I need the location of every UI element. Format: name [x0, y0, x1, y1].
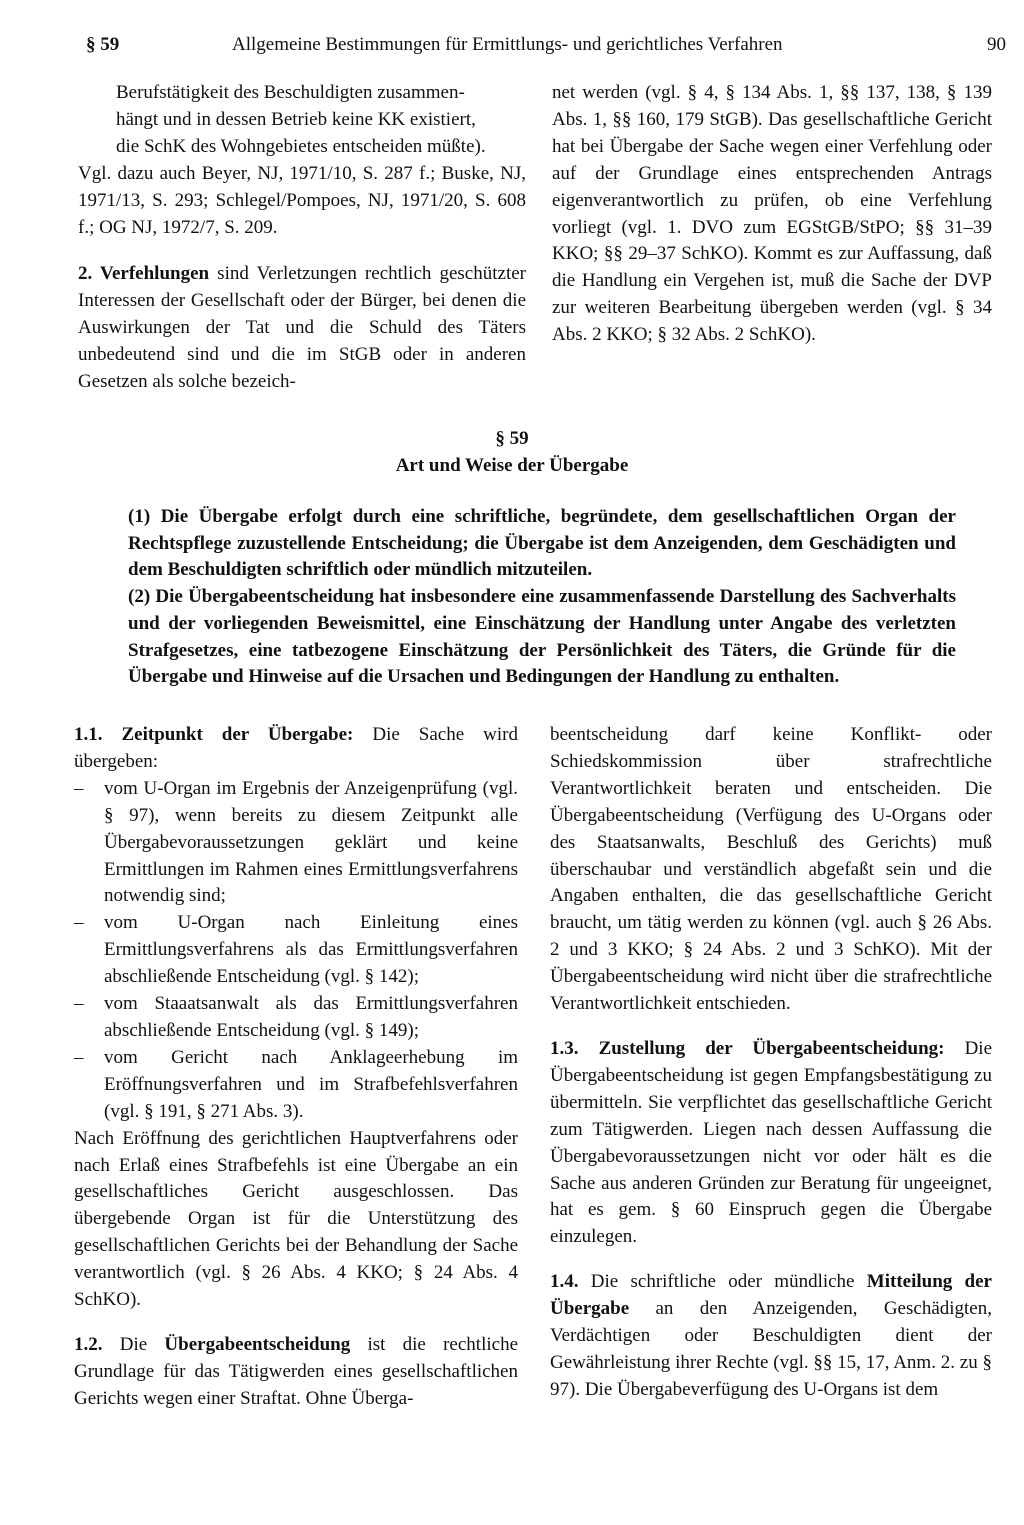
- list-item: [74, 910, 518, 991]
- norm-heading: Art und Weise der Übergabe: [395, 455, 629, 476]
- list-item: [74, 991, 518, 1045]
- page-number: 90: [987, 34, 1006, 55]
- norm-paragraph-2: (2) Die Übergabeentscheidung hat insbesondere eine zusammenfassende Darstellung des Sachverhalts und der vorliegenden Beweismittel, eine Einschätzung der Handlung unter Angabe des verletzten Strafgesetzes, eine tatbezogene Einschätzung der Persönlichkeit des Täters, die Gründe für die Übergabe und Hinweise auf die Ursachen und Bedingungen der Handlung zu enthalten.: [128, 586, 956, 688]
- commentary-paragraph-1-3: [550, 1036, 992, 1251]
- paragraph-text: Die: [102, 1333, 165, 1355]
- term-label: 1.1. Zeitpunkt der Übergabe:: [74, 724, 354, 745]
- term-label: 1.3. Zustellung der Übergabeentscheidung:: [550, 1037, 945, 1059]
- commentary-paragraph-2: [78, 261, 526, 396]
- commentary-paragraph: net werden (vgl. § 4, § 134 Abs. 1, §§ 137, 138, § 139 Abs. 1, §§ 160, 179 StGB). Das gesellschaftliche Gericht hat bei Übergabe der Sache wegen einer Verfehlung oder auf der Grundlage eines entsprechenden Antrags eigenverantwortlich zu prüfen, ob eine Verfehlung vorliegt (vgl. 1. DVO zum EGStGB/StPO; §§ 31–39 KKO; §§ 29–37 SchKO). Kommt es zur Auffassung, daß die Handlung ein Vergehen ist, muß die Sache der DVP zur weiteren Bearbeitung übergeben werden (vgl. § 34 Abs. 2 KKO; § 32 Abs. 2 SchKO).: [552, 82, 992, 346]
- list-item-text: vom U-Organ im Ergebnis der Anzeigenprüfung (vgl. § 97), wenn bereits zu diesem Zeitpunkt alle Übergabevoraussetzungen geklärt und keine Ermittlungen im Rahmen eines Ermittlungsverfahrens notwendig sind;: [104, 777, 518, 907]
- text-line: Berufstätigkeit des Beschuldigten zusammen-: [116, 82, 465, 103]
- list-item: [74, 776, 518, 911]
- paragraph-number: 1.4.: [550, 1271, 579, 1293]
- dash-marker: –: [74, 993, 84, 1015]
- norm-section-number: § 59: [495, 428, 529, 449]
- list-item: [74, 1045, 518, 1126]
- commentary-paragraph-1-2-cont: beentscheidung darf keine Konflikt- oder Schiedskommission über strafrechtliche Verantwortlichkeit beraten und entscheiden. Die Übergabeentscheidung (Verfügung des U-Organs oder des Staatsanwalts, Beschluß des Gerichts) muß überschaubar und verständlich abgefaßt sein und die Angaben enthalten, die das gesellschaftliche Gericht braucht, um tätig werden zu können (vgl. auch § 26 Abs. 2 und 3 KKO; § 24 Abs. 2 und 3 SchKO). Mit der Übergabeentscheidung wird nicht über die strafrechtliche Verantwortlichkeit entschieden.: [550, 724, 992, 1015]
- commentary-paragraph-1-2: [74, 1332, 518, 1413]
- paragraph-number: 1.2.: [74, 1333, 103, 1355]
- commentary-paragraph-1-4: [550, 1269, 992, 1404]
- dash-marker: –: [74, 1046, 84, 1068]
- top-right-column: [552, 80, 992, 349]
- bottom-right-column: [550, 722, 992, 1404]
- top-left-column: [78, 80, 526, 396]
- commentary-paragraph-1-1: [74, 722, 518, 776]
- dash-marker: –: [74, 777, 84, 799]
- list-item-text: vom Gericht nach Anklageerhebung im Eröffnungsverfahren und im Strafbefehlsverfahren (vgl. § 191, § 271 Abs. 3).: [104, 1046, 518, 1122]
- norm-paragraph-1: (1) Die Übergabe erfolgt durch eine schriftliche, begründete, dem gesellschaftlichen Organ der Rechtspflege zuzustellende Entscheidung; die Übergabe ist dem Anzeigenden, dem Geschädigten und dem Beschuldigten schriftlich oder mündlich mitzuteilen.: [128, 506, 956, 581]
- text-line: die SchK des Wohngebietes entscheiden müßte).: [116, 135, 486, 157]
- text-line: hängt und in dessen Betrieb keine KK existiert,: [116, 108, 476, 130]
- paragraph-text: an den Anzeigenden, Geschädigten, Verdächtigen oder Beschuldigten dient der Gewährleistung ihrer Rechte (vgl. §§ 15, 17, Anm. 2. zu § 97). Die Übergabeverfügung des U-Organs ist dem: [550, 1298, 992, 1400]
- term-label: Mitteilung der Übergabe: [550, 1271, 992, 1320]
- term-label: 2. Verfehlungen: [78, 263, 210, 285]
- bottom-left-column: [74, 722, 518, 1413]
- page-header: [86, 30, 1006, 60]
- paragraph-text: ist die rechtliche Grundlage für das Tätigwerden eines gesellschaftlichen Gerichts wegen einer Straftat. Ohne Überga-: [74, 1333, 519, 1409]
- norm-text: [128, 504, 956, 691]
- commentary-continuation: [78, 80, 526, 161]
- paragraph-text: Die Sache wird übergeben:: [74, 724, 518, 772]
- paragraph-text: Die Übergabeentscheidung ist gegen Empfangsbestätigung zu übermitteln. Sie verpflichtet das gesellschaftliche Gericht zum Tätigwerden. Liegen nach dessen Auffassung die Übergabevoraussetzungen nicht vor oder hält es die Sache aus anderen Gründen zur Beratung für ungeeignet, hat es gem. § 60 Einspruch gegen die Übergabe einzulegen.: [550, 1037, 992, 1248]
- term-label: Übergabeentscheidung: [164, 1333, 351, 1355]
- header-section: § 59: [86, 34, 120, 55]
- paragraph-text: Die schriftliche oder mündliche: [578, 1271, 867, 1293]
- list-item-text: vom Staaatsanwalt als das Ermittlungsverfahren abschließende Entscheidung (vgl. § 149);: [104, 993, 518, 1041]
- paragraph-text: Nach Eröffnung des gerichtlichen Hauptverfahrens oder nach Erlaß eines Strafbefehls ist eine Übergabe an ein gesellschaftliches Gericht ausgeschlossen. Das übergebende Organ ist für die Unterstützung des gesellschaftlichen Gerichts bei der Behandlung der Sache verantwortlich (vgl. § 26 Abs. 4 KKO; § 24 Abs. 4 SchKO).: [74, 1127, 518, 1311]
- list-item-text: vom U-Organ nach Einleitung eines Ermittlungsverfahrens als das Ermittlungsverfahren abschließende Entscheidung (vgl. § 142);: [104, 912, 518, 988]
- dash-marker: –: [74, 912, 84, 934]
- paragraph-text: sind Verletzungen rechtlich geschützter Interessen der Gesellschaft oder der Bürger, bei denen die Auswirkungen der Tat und die Schuld des Täters unbedeutend sind und die im StGB oder in anderen Gesetzen als solche bezeich-: [78, 263, 526, 393]
- header-title: Allgemeine Bestimmungen für Ermittlungs- und gerichtliches Verfahren: [232, 34, 783, 55]
- reference-paragraph: Vgl. dazu auch Beyer, NJ, 1971/10, S. 287 f.; Buske, NJ, 1971/13, S. 293; Schlegel/Pompoes, NJ, 1971/20, S. 608 f.; OG NJ, 1972/7, S. 209.: [78, 162, 526, 238]
